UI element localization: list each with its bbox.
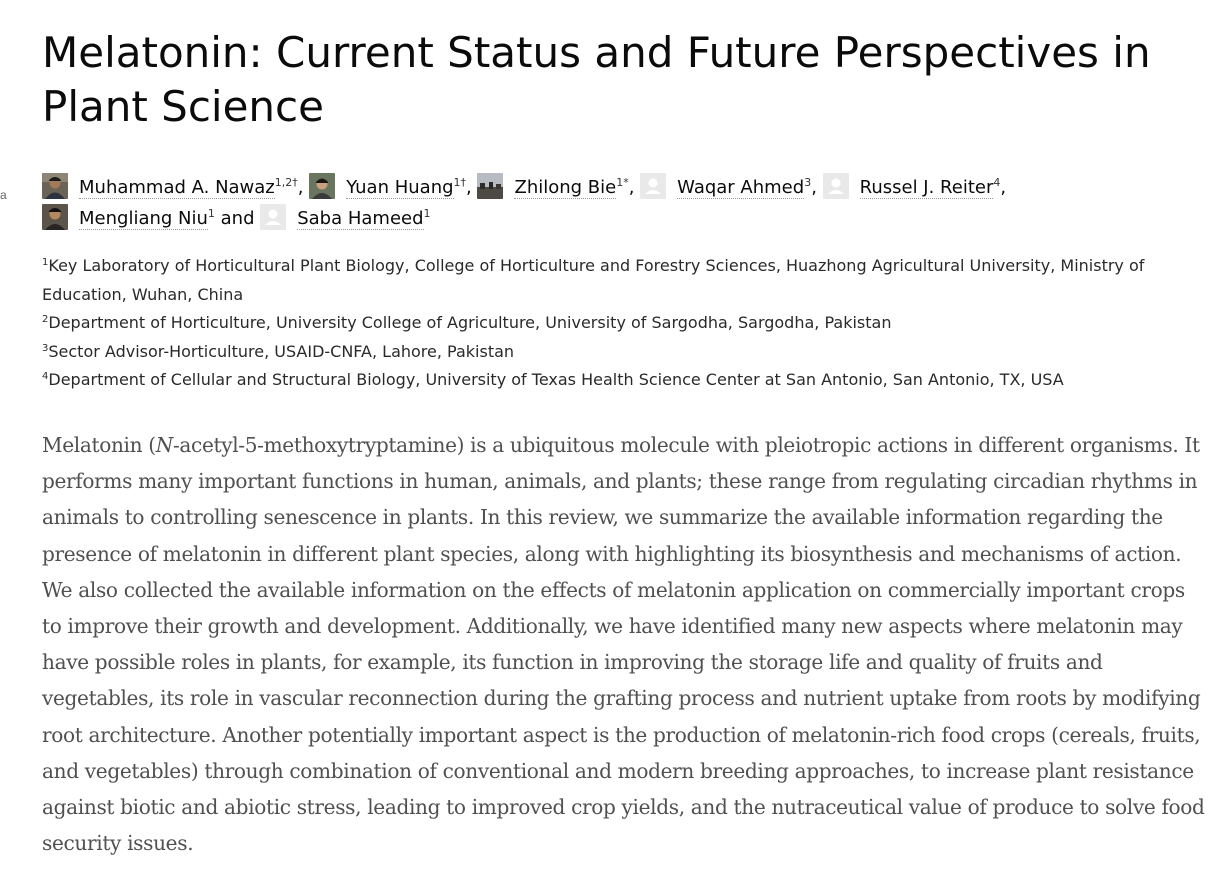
affiliation-number: 3 xyxy=(42,342,49,354)
affiliation-marker: 1 xyxy=(423,207,431,220)
affiliation-text: Sector Advisor-Horticulture, USAID-CNFA, Lahore, Pakistan xyxy=(48,341,515,361)
author-item xyxy=(640,177,822,198)
affiliation-number: 4 xyxy=(42,371,49,383)
author-name-link[interactable]: Muhammad A. Nawaz xyxy=(79,177,275,198)
author-item xyxy=(42,177,309,198)
author-separator: , xyxy=(297,177,310,198)
author-name-link[interactable]: Russel J. Reiter xyxy=(859,177,994,198)
author-photo[interactable] xyxy=(42,173,68,199)
author-name-link[interactable]: Saba Hameed xyxy=(297,208,424,229)
affiliation-marker: 3 xyxy=(804,176,812,189)
author-item xyxy=(260,208,430,229)
author-name-link[interactable]: Mengliang Niu xyxy=(79,208,208,229)
abstract-body: -acetyl-5-methoxytryptamine) is a ubiquitous molecule with pleiotropic actions in different organisms. It performs many important functions in human, animals, and plants; these range from regulating circadian rhythms in animals to controlling senescence in plants. In this review, we summarize the available information regarding the presence of melatonin in different plant species, along with highlighting its biosynthesis and mechanisms of action. We also collected the available information on the effects of melatonin application on commercially important crops to improve their growth and development. Additionally, we have identified many new aspects where melatonin may have possible roles in plants, for example, its function in improving the storage life and quality of fruits and vegetables, its role in vascular reconnection during the grafting process and nutrient uptake from roots by modifying root architecture. Another potentially important aspect is the production of melatonin-rich food crops (cereals, fruits, and vegetables) through combination of conventional and modern breeding approaches, to increase plant resistance against biotic and abiotic stress, leading to improved crop yields, and the nutraceutical value of produce to solve food security issues. xyxy=(42,433,1205,856)
stray-mark: a xyxy=(0,188,7,202)
author-list xyxy=(42,172,1202,234)
affiliation-text: Department of Horticulture, University College of Agriculture, University of Sargodha, Sargodha, Pakistan xyxy=(48,313,892,333)
affiliation-text: Key Laboratory of Horticultural Plant Biology, College of Horticulture and Forestry Sciences, Huazhong Agricultural University, Ministry of Education, Wuhan, China xyxy=(42,256,1145,304)
affiliation-number: 1 xyxy=(42,257,49,268)
affiliation-item xyxy=(42,309,1202,338)
affiliation-marker: 1 xyxy=(207,207,215,220)
article-title: Melatonin: Current Status and Future Perspectives in Plant Science xyxy=(42,28,1151,131)
default-avatar-icon[interactable] xyxy=(640,173,666,199)
author-item xyxy=(309,177,477,198)
abstract-lead: Melatonin ( xyxy=(42,433,156,457)
affiliation-number: 2 xyxy=(42,314,49,326)
author-photo[interactable] xyxy=(477,173,503,199)
author-item xyxy=(823,177,1006,198)
affiliation-marker: 1,2† xyxy=(274,176,298,189)
default-avatar-icon[interactable] xyxy=(823,173,849,199)
affiliation-item xyxy=(42,338,1202,367)
affiliation-list xyxy=(42,252,1202,395)
author-name-link[interactable]: Zhilong Bie xyxy=(514,177,617,198)
default-avatar-icon[interactable] xyxy=(260,204,286,230)
author-photo[interactable] xyxy=(309,173,335,199)
affiliation-marker: 1* xyxy=(616,176,629,189)
abstract-italic-term: N xyxy=(155,433,173,457)
author-name-link[interactable]: Yuan Huang xyxy=(346,177,454,198)
author-separator: , xyxy=(466,177,478,198)
author-separator: , xyxy=(628,177,641,198)
affiliation-item xyxy=(42,366,1202,395)
author-item xyxy=(477,177,640,198)
affiliation-marker: 1† xyxy=(453,176,467,189)
author-separator: and xyxy=(214,208,261,229)
author-separator: , xyxy=(811,177,823,198)
affiliation-text: Department of Cellular and Structural Biology, University of Texas Health Science Center at San Antonio, San Antonio, TX, USA xyxy=(48,370,1064,390)
author-name-link[interactable]: Waqar Ahmed xyxy=(677,177,805,198)
affiliation-item xyxy=(42,252,1202,309)
author-item xyxy=(42,208,260,229)
author-separator: , xyxy=(1000,177,1007,198)
affiliation-marker: 4 xyxy=(993,176,1001,189)
abstract-paragraph xyxy=(42,427,1208,861)
author-photo[interactable] xyxy=(42,204,68,230)
